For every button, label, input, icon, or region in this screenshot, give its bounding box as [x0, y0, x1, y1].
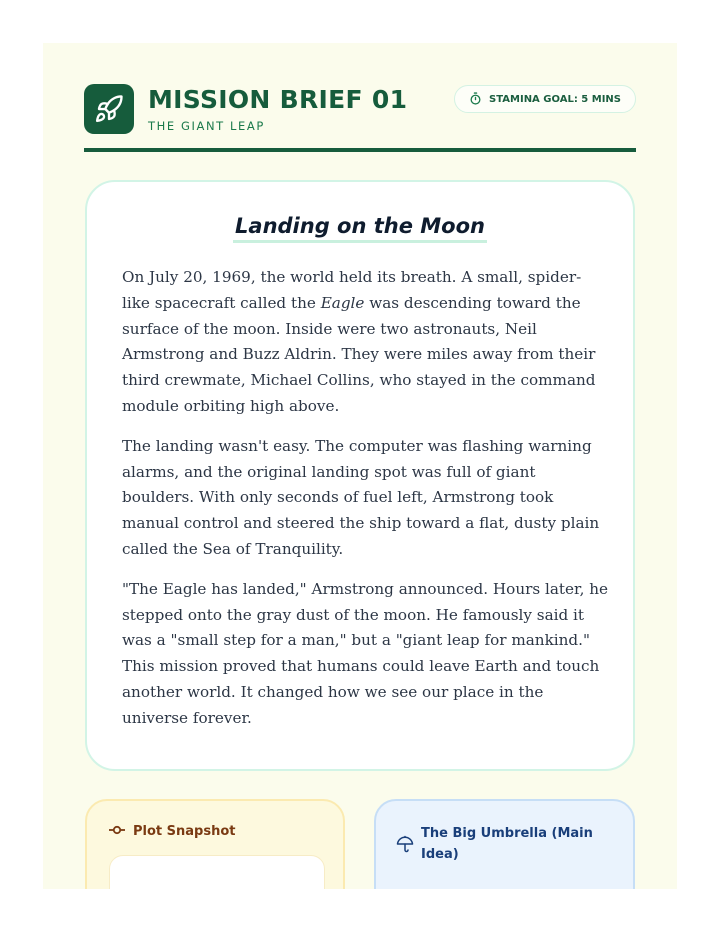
story-body	[122, 265, 608, 746]
main-idea-title: The Big Umbrella (Main Idea)	[421, 826, 593, 862]
stamina-goal-badge	[454, 85, 636, 113]
page-title: MISSION BRIEF 01	[148, 85, 408, 114]
story-paragraph-2: The landing wasn't easy. The computer was flashing warning alarms, and the original landing spot was full of giant boulders. With only seconds of fuel left, Armstrong took manual control and steered the ship toward a flat, dusty plain called the Sea of Tranquility.	[122, 436, 600, 558]
plot-snapshot-header	[109, 824, 236, 839]
plot-snapshot-title: Plot Snapshot	[133, 824, 236, 839]
page-subtitle: THE GIANT LEAP	[148, 119, 265, 133]
header-divider	[84, 148, 636, 152]
main-idea-card	[374, 799, 635, 889]
story-paragraph-1: On July 20, 1969, the world held its breath. A small, spider-like spacecraft called the Eagle was descending toward the surface of the moon. Inside were two astronauts, Neil Armstrong and Buzz Aldrin. They were miles away from their third crewmate, Michael Collins, who stayed in the command module orbiting high above.	[122, 268, 596, 415]
story-title: Landing on the Moon	[233, 214, 487, 243]
mission-brief-page	[43, 43, 677, 889]
story-card	[85, 180, 635, 771]
timeline-icon	[109, 824, 125, 839]
story-paragraph-3: "The Eagle has landed," Armstrong announced. Hours later, he stepped onto the gray dust of the moon. He famously said it was a "small step for a man," but a "giant leap for mankind." This mission proved that humans could leave Earth and touch another world. It changed how we see our place in the universe forever.	[122, 579, 608, 727]
rocket-icon	[84, 84, 134, 134]
plot-snapshot-card	[85, 799, 345, 889]
plot-snapshot-answer-box[interactable]	[109, 855, 325, 889]
stamina-goal-label: STAMINA GOAL: 5 MINS	[489, 93, 621, 105]
header	[84, 84, 636, 152]
umbrella-icon	[396, 835, 414, 857]
stopwatch-icon	[469, 90, 482, 109]
spacecraft-name: Eagle	[320, 293, 365, 312]
